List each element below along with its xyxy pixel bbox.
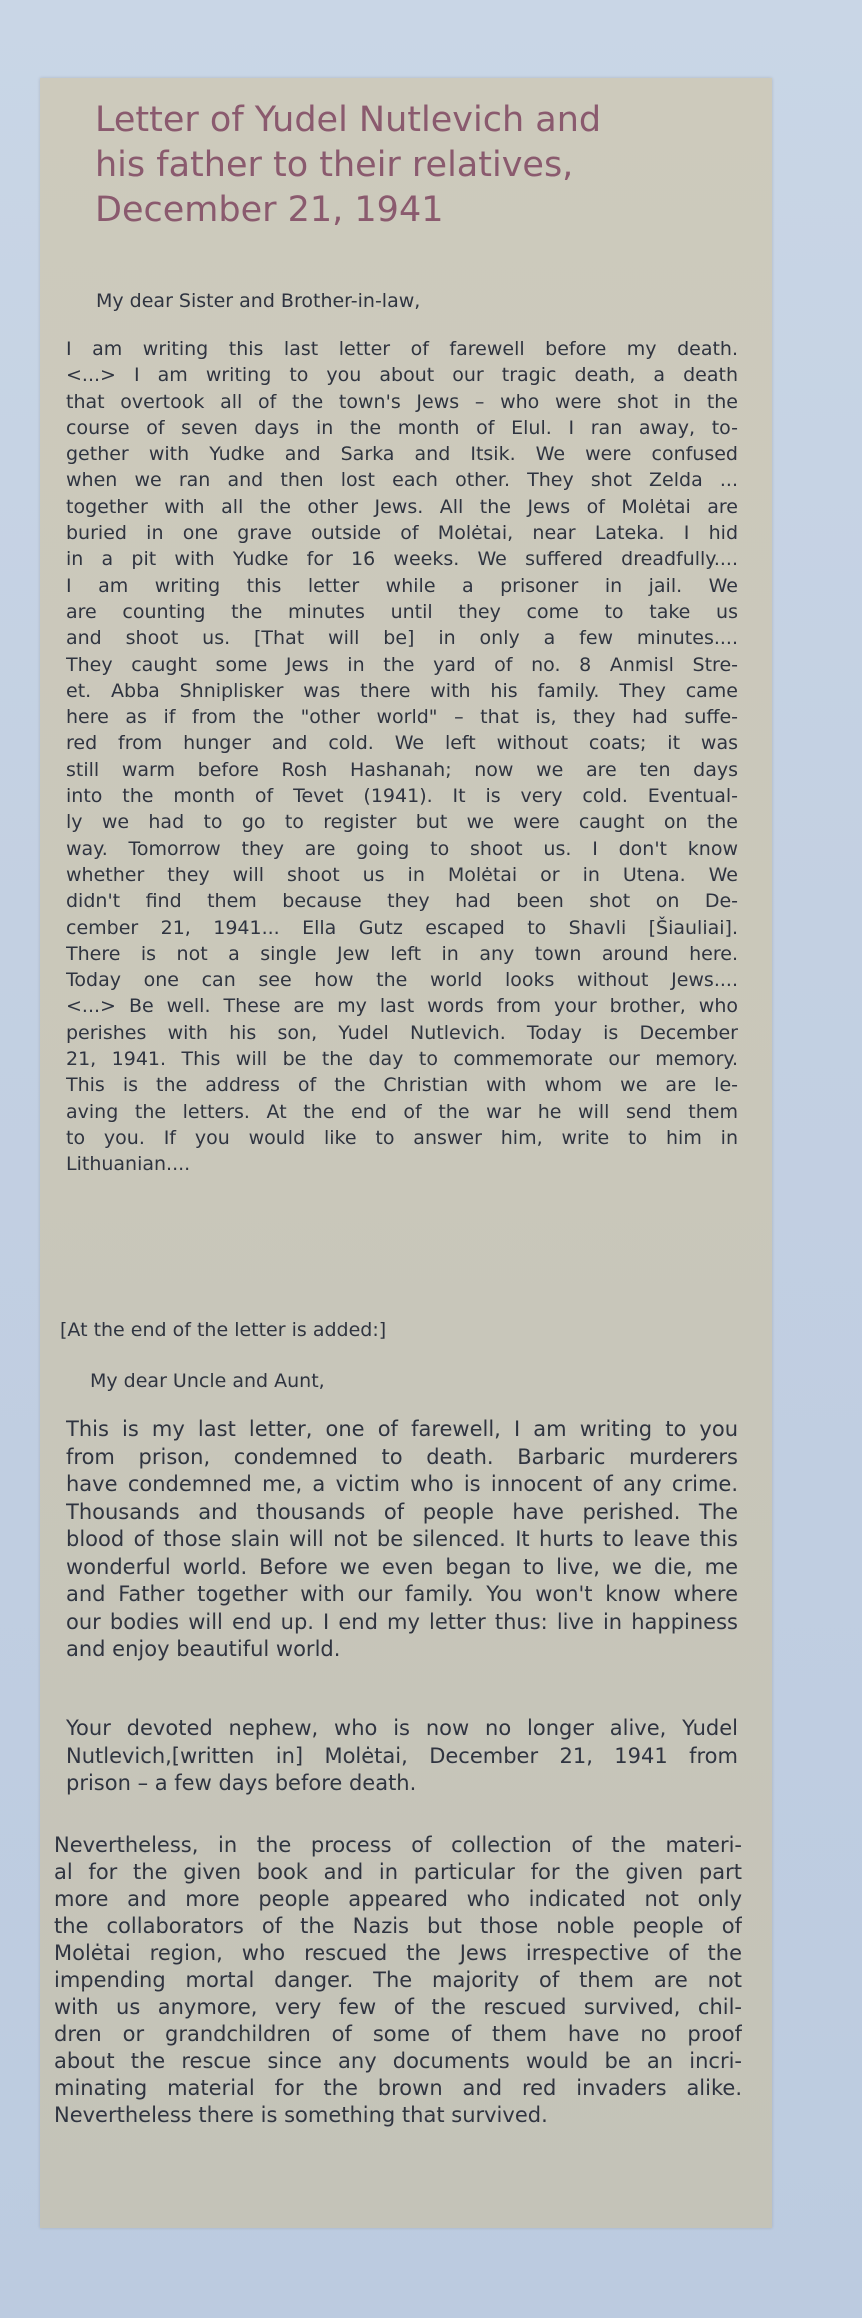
text-line: course of seven days in the month of Elul. I ran away, to- (66, 416, 738, 439)
text-line: <...> Be well. These are my last words from your brother, who (66, 995, 738, 1018)
text-line: prison – a few days before death. (66, 1771, 417, 1795)
text-line: Molėtai region, who rescued the Jews irrespective of the (54, 1941, 742, 1965)
text-line: and shoot us. [That will be] in only a few minutes.... (66, 627, 738, 650)
greeting-uncle (90, 1368, 762, 1394)
text-line: perishes with his son, Yudel Nutlevich. Today is December (66, 1021, 738, 1044)
signoff (66, 1715, 738, 1798)
text-line: Thousands and thousands of people have perished. The (66, 1499, 738, 1524)
text-line: wonderful world. Before we even began to live, we die, me (66, 1554, 738, 1579)
text-line: et. Abba Shniplisker was there with his family. They came (66, 679, 738, 702)
greeting-sister (96, 288, 768, 314)
text-line: <...> I am writing to you about our tragic death, a death (66, 364, 738, 387)
text-line: way. Tomorrow they are going to shoot us. I don't know (66, 837, 738, 860)
letter-father (66, 336, 738, 1178)
text-line: ly we had to go to register but we were caught on the (66, 811, 738, 834)
text-line: Today one can see how the world looks without Jews.... (66, 969, 738, 992)
greeting-text: My dear Uncle and Aunt, (90, 1370, 325, 1392)
title-line: Letter of Yudel Nutlevich and (95, 100, 602, 140)
outro-paragraph (54, 1832, 742, 2129)
page-title (95, 98, 695, 233)
title-line: his father to their relatives, (95, 145, 574, 185)
text-line: have condemned me, a victim who is innocent of any crime. (66, 1472, 738, 1496)
text-line: Lithuanian.... (66, 1153, 191, 1176)
text-line: This is the address of the Christian with whom we are le- (66, 1074, 738, 1097)
text-line: that overtook all of the town's Jews – who were shot in the (66, 390, 738, 413)
text-line: buried in one grave outside of Molėtai, near Lateka. I hid (66, 522, 738, 545)
text-line: minating material for the brown and red invaders alike. (54, 2076, 742, 2100)
text-line: when we ran and then lost each other. They shot Zelda ... (66, 469, 738, 492)
text-line: and Father together with our family. You won't know where (66, 1582, 738, 1606)
bracket-note (60, 1317, 732, 1343)
text-line: are counting the minutes until they come to take us (66, 600, 738, 623)
text-line: here as if from the "other world" – that is, they had suffe- (66, 706, 738, 729)
text-line: They caught some Jews in the yard of no. 8 Anmisl Stre- (66, 653, 738, 676)
text-line: I am writing this letter while a prisoner in jail. We (66, 574, 738, 597)
text-line: There is not a single Jew left in any town around here. (66, 942, 738, 965)
text-line: al for the given book and in particular for the given part (54, 1860, 742, 1884)
text-line: still warm before Rosh Hashanah; now we are ten days (66, 758, 738, 781)
text-line: impending mortal danger. The majority of them are not (54, 1968, 742, 1992)
text-line: Nevertheless there is something that survived. (54, 2103, 548, 2127)
text-line: didn't find them because they had been shot on De- (66, 890, 738, 913)
text-line: about the rescue since any documents would be an incri- (54, 2049, 742, 2073)
text-line: Your devoted nephew, who is now no longer alive, Yudel (66, 1716, 738, 1740)
title-line: December 21, 1941 (95, 190, 444, 230)
text-line: whether they will shoot us in Molėtai or in Utena. We (66, 863, 738, 886)
text-line: blood of those slain will not be silenced. It hurts to leave this (66, 1527, 738, 1551)
letter-nephew (66, 1416, 738, 1664)
text-line: Nutlevich,[written in] Molėtai, December 21, 1941 from (66, 1743, 738, 1768)
text-line: Nevertheless, in the process of collection of the materi- (54, 1833, 742, 1857)
text-line: dren or grandchildren of some of them have no proof (54, 2022, 742, 2046)
text-line: our bodies will end up. I end my letter thus: live in happiness (66, 1609, 738, 1634)
text-line: from prison, condemned to death. Barbaric murderers (66, 1444, 738, 1469)
text-line: together with all the other Jews. All the Jews of Molėtai are (66, 495, 738, 518)
text-line: more and more people appeared who indicated not only (54, 1887, 742, 1911)
text-line: gether with Yudke and Sarka and Itsik. We were confused (66, 443, 738, 466)
text-line: into the month of Tevet (1941). It is very cold. Eventual- (66, 785, 738, 808)
text-line: with us anymore, very few of the rescued survived, chil- (54, 1995, 742, 2019)
text-line: in a pit with Yudke for 16 weeks. We suffered dreadfully.... (66, 548, 738, 571)
text-line: the collaborators of the Nazis but those noble people of (54, 1914, 742, 1938)
text-line: aving the letters. At the end of the war he will send them (66, 1100, 738, 1123)
text-line: This is my last letter, one of farewell, I am writing to you (66, 1417, 738, 1441)
text-line: and enjoy beautiful world. (66, 1637, 341, 1661)
text-line: to you. If you would like to answer him, write to him in (66, 1126, 738, 1149)
text-line: cember 21, 1941... Ella Gutz escaped to Shavli [Šiauliai]. (66, 916, 738, 939)
text-line: red from hunger and cold. We left without coats; it was (66, 732, 738, 755)
greeting-text: My dear Sister and Brother-in-law, (96, 290, 421, 312)
bracket-note-text: [At the end of the letter is added:] (60, 1319, 387, 1341)
text-line: I am writing this last letter of farewell before my death. (66, 338, 738, 360)
text-line: 21, 1941. This will be the day to commemorate our memory. (66, 1048, 738, 1071)
